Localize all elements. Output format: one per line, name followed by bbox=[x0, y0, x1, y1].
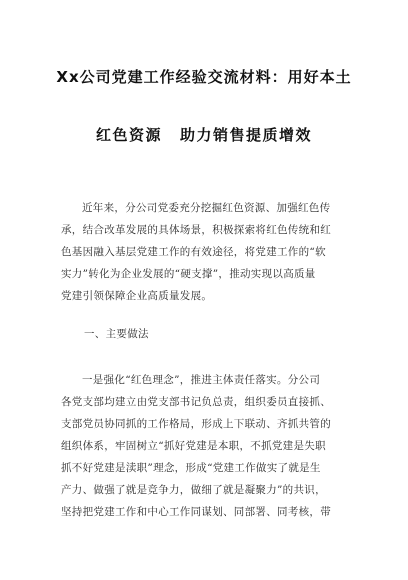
intro-line: 色基因融入基层党建工作的有效途径，将党建工作的“软 bbox=[61, 246, 326, 258]
body-line: 组织体系，牢固树立“抓好党建是本职，不抓党建是失职 bbox=[61, 440, 326, 452]
intro-line: 党建引领保障企业高质量发展。 bbox=[61, 290, 213, 302]
intro-line: 承，结合改革发展的具体场景，积极探索将红色传统和红 bbox=[61, 224, 331, 236]
intro-line: 近年来，分公司党委充分挖掘红色资源、加强红色传 bbox=[82, 202, 331, 214]
body-line: 各党支部均建立由党支部书记负总责，组织委员直接抓、 bbox=[61, 396, 331, 408]
body-line: 产力、做强了就是竞争力，做细了就是凝聚力”的共识， bbox=[61, 484, 326, 496]
title-part-sales-boost: 助力销售提质增效 bbox=[180, 126, 313, 144]
body-line: 抓不好党建是渎职”理念，形成“党建工作做实了就是生 bbox=[61, 462, 321, 474]
document-title-line-1: Xx公司党建工作经验交流材料：用好本土 bbox=[56, 68, 352, 86]
section-heading: 一、主要做法 bbox=[84, 328, 149, 340]
body-line: 坚持把党建工作和中心工作同谋划、同部署、同考核，带 bbox=[61, 506, 331, 518]
body-line: 一是强化“红色理念”，推进主体责任落实。分公司 bbox=[82, 374, 321, 386]
body-line: 支部党员协同抓的工作格局，形成上下联动、齐抓共管的 bbox=[61, 418, 331, 430]
title-part-red-resources: 红色资源 bbox=[95, 126, 162, 144]
document-title-line-2 bbox=[0, 124, 408, 145]
intro-line: 实力”转化为企业发展的“硬支撑”，推动实现以高质量 bbox=[61, 268, 316, 280]
